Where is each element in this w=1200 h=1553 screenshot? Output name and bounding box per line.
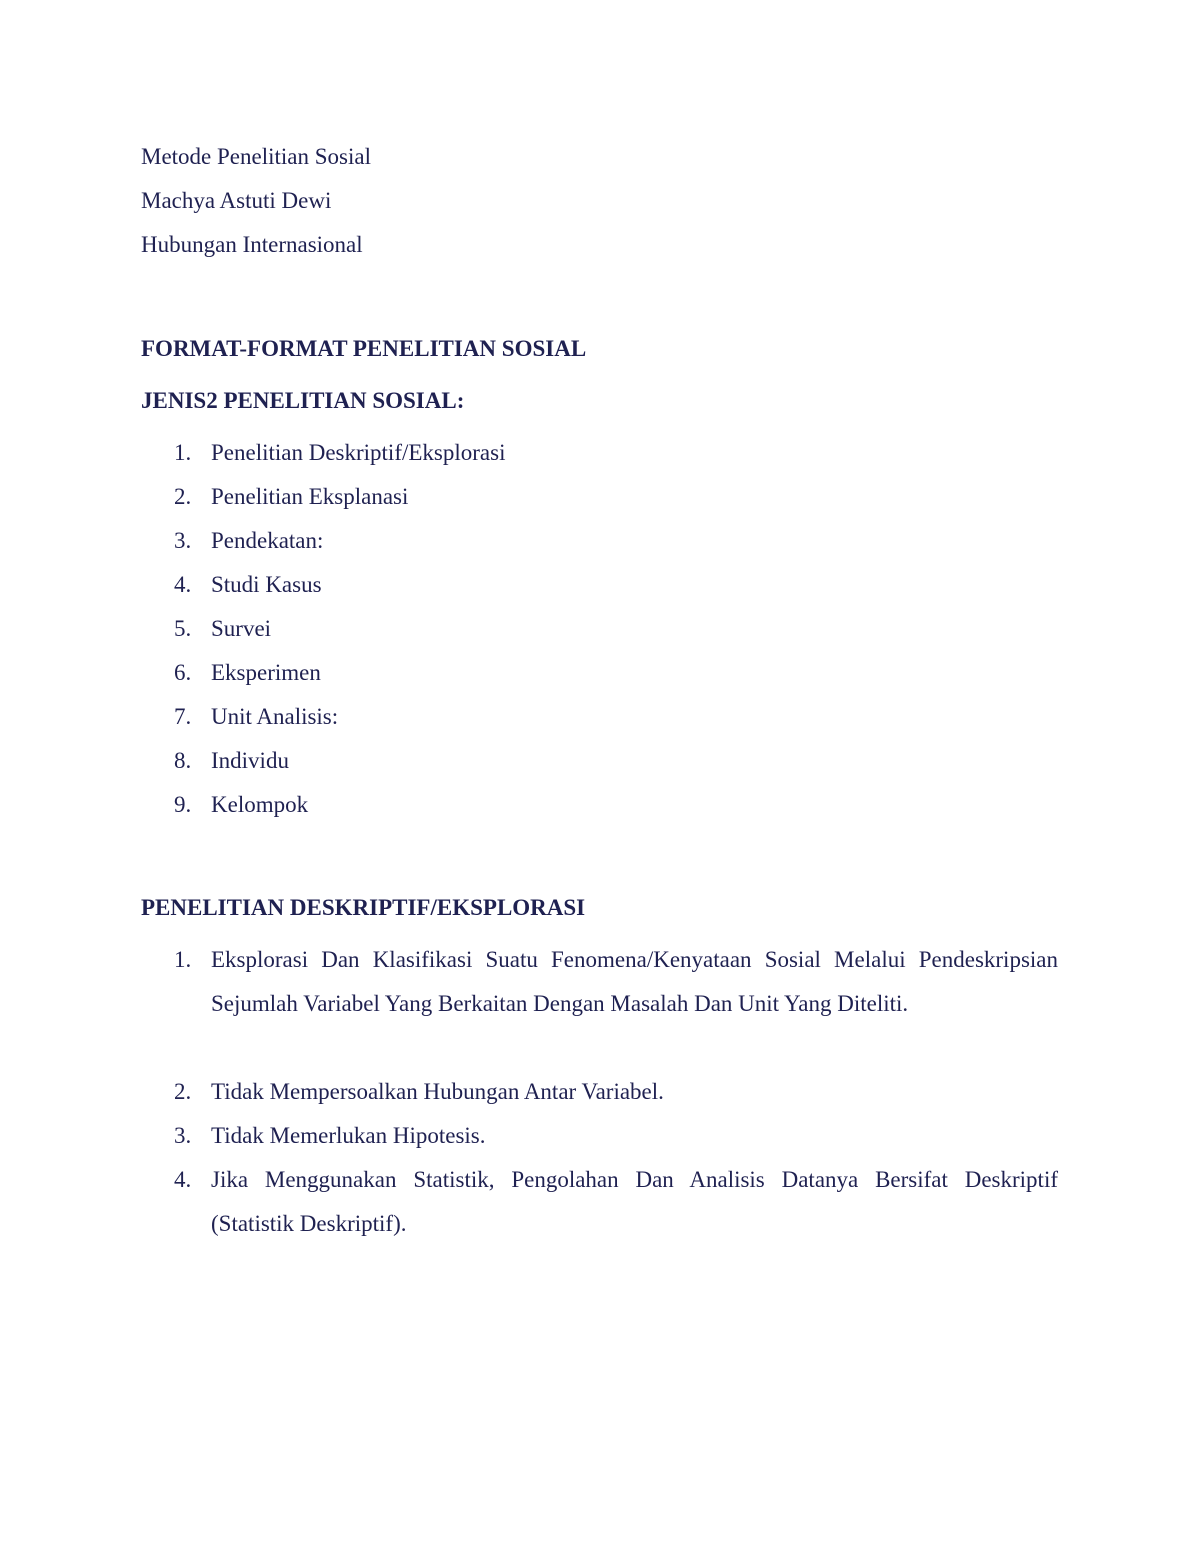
- list-number: 2.: [174, 484, 192, 509]
- author-name: Machya Astuti Dewi: [141, 188, 332, 213]
- list-number: 7.: [174, 704, 192, 729]
- list-number: 1.: [174, 440, 192, 465]
- list-number: 5.: [174, 616, 192, 641]
- section-title-descriptive: PENELITIAN DESKRIPTIF/EKSPLORASI: [141, 895, 586, 920]
- list-text: Unit Analisis:: [211, 704, 339, 729]
- list-number: 2.: [174, 1079, 192, 1104]
- list-text: Penelitian Deskriptif/Eksplorasi: [211, 440, 506, 465]
- list-text: Penelitian Eksplanasi: [211, 484, 409, 509]
- department-name: Hubungan Internasional: [141, 232, 363, 257]
- list-text: Studi Kasus: [211, 572, 322, 597]
- list-text: Tidak Memerlukan Hipotesis.: [211, 1123, 486, 1148]
- list-number: 3.: [174, 528, 192, 553]
- list-text: Jika Menggunakan Statistik, Pengolahan Dan Analisis Datanya Bersifat Deskriptif (Statistik Deskriptif).: [211, 1167, 1058, 1236]
- list-number: 1.: [174, 947, 192, 972]
- list-number: 4.: [174, 572, 192, 597]
- course-title: Metode Penelitian Sosial: [141, 144, 371, 169]
- list-number: 4.: [174, 1167, 192, 1192]
- list-text: Eksperimen: [211, 660, 321, 685]
- list-text: Survei: [211, 616, 272, 641]
- list-number: 9.: [174, 792, 192, 817]
- list-number: 3.: [174, 1123, 192, 1148]
- list-number: 6.: [174, 660, 192, 685]
- list-text: Pendekatan:: [211, 528, 324, 553]
- list-text: Kelompok: [211, 792, 309, 817]
- section-title-formats: FORMAT-FORMAT PENELITIAN SOSIAL: [141, 336, 587, 361]
- list-text: Eksplorasi Dan Klasifikasi Suatu Fenomena/Kenyataan Sosial Melalui Pendeskripsian Sejumlah Variabel Yang Berkaitan Dengan Masalah Dan Unit Yang Diteliti.: [211, 947, 1058, 1016]
- list-number: 8.: [174, 748, 192, 773]
- list-text: Tidak Mempersoalkan Hubungan Antar Variabel.: [211, 1079, 664, 1104]
- section-subtitle-types: JENIS2 PENELITIAN SOSIAL:: [141, 388, 465, 413]
- list-text: Individu: [211, 748, 289, 773]
